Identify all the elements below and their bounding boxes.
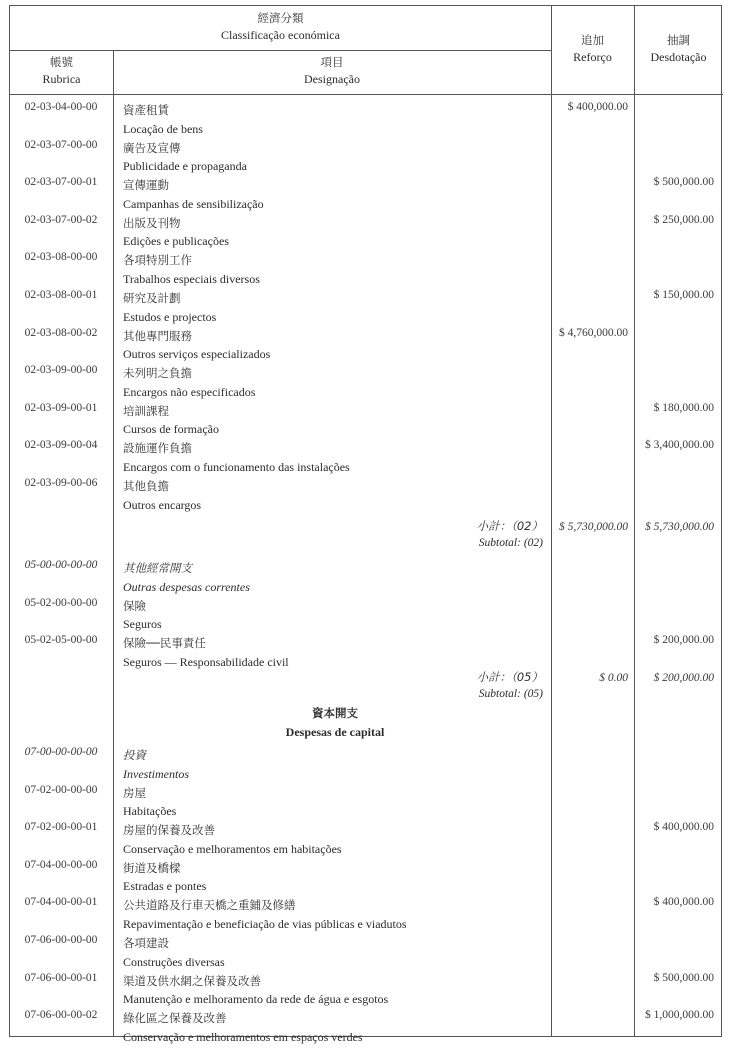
- header-rubrica-zh: 帳號: [50, 55, 73, 69]
- row-desc-zh: 各項建設: [123, 936, 169, 950]
- row-desdotacao: $ 180,000.00: [653, 401, 714, 414]
- row-code: 05-02-00-00-00: [24, 596, 98, 609]
- subtotal-05-reforco: $ 0.00: [599, 672, 628, 684]
- table-row: [10, 474, 723, 512]
- row-code: 02-03-09-00-01: [24, 401, 98, 414]
- row-desc-zh: 各項特別工作: [123, 253, 192, 268]
- row-code: 07-06-00-00-00: [24, 934, 98, 946]
- capital-heading-zh: 資本開支: [312, 706, 358, 720]
- table-row: [10, 173, 723, 211]
- row-desc-zh: 渠道及供水網之保養及改善: [123, 973, 261, 988]
- header-econ-zh: 經濟分類: [257, 11, 304, 25]
- table-row: [10, 781, 723, 819]
- row-desdotacao: $ 150,000.00: [653, 289, 714, 301]
- row-code: 02-03-08-00-00: [24, 251, 98, 264]
- capital-heading: [120, 704, 550, 741]
- header-desdotacao-zh: 抽調: [667, 33, 690, 47]
- row-desc-pt: Repavimentação e beneficiação de vias públicas e viadutos: [123, 916, 407, 931]
- row-desdotacao: $ 500,000.00: [653, 176, 714, 189]
- row-code: 07-00-00-00-00: [24, 746, 98, 758]
- table-row: [10, 594, 723, 632]
- subtotal-02-label-pt: Subtotal: (02): [478, 537, 543, 549]
- row-desc-zh: 房屋: [123, 785, 146, 800]
- subtotal-05-desdotacao: $ 200,000.00: [653, 672, 714, 684]
- row-code: 07-06-00-00-01: [24, 971, 98, 984]
- row-desdotacao: $ 400,000.00: [653, 896, 714, 909]
- row-desc-pt: Cursos de formação: [123, 422, 219, 437]
- row-desc-zh: 研究及計劃: [123, 291, 181, 305]
- row-desdotacao: $ 3,400,000.00: [645, 439, 714, 452]
- row-code: 07-04-00-00-01: [24, 896, 98, 909]
- row-code: 02-03-09-00-04: [24, 439, 98, 452]
- row-desc-zh: 公共道路及行車天橋之重鋪及修繕: [123, 898, 296, 913]
- subtotal-02-reforco: $ 5,730,000.00: [559, 521, 628, 533]
- divider-header: [10, 94, 723, 95]
- header-reforco-pt: Reforço: [573, 50, 612, 64]
- row-desc-pt: Conservação e melhoramentos em espaços verdes: [123, 1029, 363, 1044]
- row-desc-pt: Trabalhos especiais diversos: [123, 271, 260, 286]
- row-code: 07-06-00-00-02: [24, 1009, 98, 1022]
- row-desc-zh: 其他專門服務: [123, 328, 192, 343]
- header-reforco: [551, 32, 634, 66]
- table-row: [10, 631, 723, 669]
- row-desc-zh: 設施運作負擔: [123, 441, 192, 456]
- table-row: [10, 1006, 723, 1044]
- row-desdotacao: $ 200,000.00: [653, 634, 714, 647]
- header-desdotacao: [634, 32, 723, 66]
- row-desc-zh: 其他負擔: [123, 479, 169, 493]
- row-desc-zh: 投資: [123, 748, 146, 762]
- table-row: [10, 856, 723, 894]
- row-reforco: $ 4,760,000.00: [559, 326, 628, 339]
- row-desc-pt: Encargos com o funcionamento das instalações: [123, 459, 350, 474]
- row-desdotacao: $ 400,000.00: [653, 821, 714, 834]
- header-reforco-zh: 追加: [581, 33, 604, 47]
- row-desc-zh: 廣告及宣傳: [123, 140, 181, 155]
- row-desc-zh: 保險──民事責任: [123, 636, 206, 651]
- header-designacao-zh: 項目: [320, 55, 344, 69]
- row-desc-pt: Publicidade e propaganda: [123, 159, 247, 174]
- row-code: 02-03-08-00-02: [24, 326, 98, 339]
- row-desdotacao: $ 250,000.00: [653, 213, 714, 226]
- row-code: 02-03-08-00-01: [24, 289, 98, 301]
- table-row: [10, 743, 723, 781]
- table-row: [10, 556, 723, 594]
- table-row: [10, 248, 723, 286]
- row-desc-zh: 綠化區之保養及改善: [123, 1011, 227, 1026]
- subtotal-row-05: [10, 669, 723, 705]
- header-desdotacao-pt: Desdotação: [650, 50, 707, 64]
- row-desc-pt: Locação de bens: [123, 121, 203, 136]
- table-row: [10, 98, 723, 136]
- row-desc-pt: Outros encargos: [123, 497, 202, 512]
- row-desc-zh: 資產租賃: [123, 103, 169, 117]
- row-code: 05-00-00-00-00: [24, 559, 98, 571]
- row-desc-pt: Encargos não especificados: [123, 384, 256, 399]
- row-desc-pt: Construções diversas: [123, 954, 225, 969]
- row-desc-pt: Outros serviços especializados: [123, 347, 271, 362]
- table-row: [10, 361, 723, 399]
- row-desc-pt: Edições e publicações: [123, 234, 229, 249]
- table-row: [10, 399, 723, 437]
- row-code: 07-02-00-00-00: [24, 783, 98, 796]
- table-row: [10, 818, 723, 856]
- subtotal-row-02: [10, 518, 723, 554]
- row-desc-zh: 其他經常開支: [123, 561, 192, 575]
- budget-table: [9, 5, 722, 1044]
- row-desc-pt: Conservação e melhoramentos em habitações: [123, 841, 342, 856]
- divider-econ: [10, 50, 551, 51]
- table-row: [10, 436, 723, 474]
- row-code: 02-03-07-00-00: [24, 138, 98, 151]
- header-rubrica: [10, 54, 113, 88]
- row-code: 02-03-07-00-01: [24, 176, 98, 189]
- row-desc-pt: Outras despesas correntes: [123, 579, 250, 594]
- row-desc-pt: Habitações: [123, 804, 177, 819]
- row-desc-zh: 出版及刊物: [123, 215, 181, 230]
- table-row: [10, 969, 723, 1007]
- table-row: [10, 136, 723, 174]
- table-row: [10, 931, 723, 969]
- row-desc-pt: Campanhas de sensibilização: [123, 196, 264, 211]
- table-row: [10, 324, 723, 362]
- header-designacao-pt: Designação: [304, 72, 360, 86]
- header-designacao: [113, 54, 551, 88]
- row-desc-zh: 街道及橋樑: [123, 860, 181, 875]
- row-desc-zh: 宣傳運動: [123, 178, 169, 193]
- row-desc-zh: 房屋的保養及改善: [123, 823, 215, 838]
- row-reforco: $ 400,000.00: [567, 101, 628, 113]
- row-desc-pt: Seguros: [123, 617, 162, 632]
- row-desc-pt: Manutenção e melhoramento da rede de água e esgotos: [123, 992, 389, 1007]
- row-desc-pt: Estradas e pontes: [123, 879, 207, 894]
- row-code: 07-02-00-00-01: [24, 821, 98, 834]
- row-desc-zh: 保險: [123, 598, 146, 613]
- row-desc-pt: Estudos e projectos: [123, 309, 217, 324]
- row-desc-zh: 培訓課程: [123, 403, 169, 418]
- row-desdotacao: $ 1,000,000.00: [645, 1009, 714, 1022]
- row-code: 02-03-04-00-00: [24, 101, 98, 113]
- row-code: 07-04-00-00-00: [24, 858, 98, 871]
- table-row: [10, 286, 723, 324]
- row-desc-zh: 未列明之負擔: [123, 366, 192, 381]
- subtotal-02-desdotacao: $ 5,730,000.00: [645, 521, 714, 533]
- table-row: [10, 893, 723, 931]
- row-code: 02-03-07-00-02: [24, 213, 98, 226]
- row-code: 02-03-09-00-00: [24, 364, 98, 377]
- header-econ: [10, 10, 551, 44]
- header-econ-pt: Classificação económica: [221, 28, 340, 42]
- subtotal-05-label-zh: 小計：（05）: [476, 670, 543, 684]
- subtotal-02-label-zh: 小計：（02）: [476, 519, 543, 533]
- row-code: 05-02-05-00-00: [24, 634, 98, 647]
- row-desc-pt: Seguros — Responsabilidade civil: [123, 654, 289, 669]
- table-row: [10, 211, 723, 249]
- row-desdotacao: $ 500,000.00: [653, 971, 714, 984]
- row-code: 02-03-09-00-06: [24, 477, 98, 489]
- header-rubrica-pt: Rubrica: [42, 72, 81, 86]
- row-desc-pt: Investimentos: [123, 766, 189, 781]
- capital-heading-pt: Despesas de capital: [285, 724, 385, 739]
- subtotal-05-label-pt: Subtotal: (05): [478, 688, 543, 700]
